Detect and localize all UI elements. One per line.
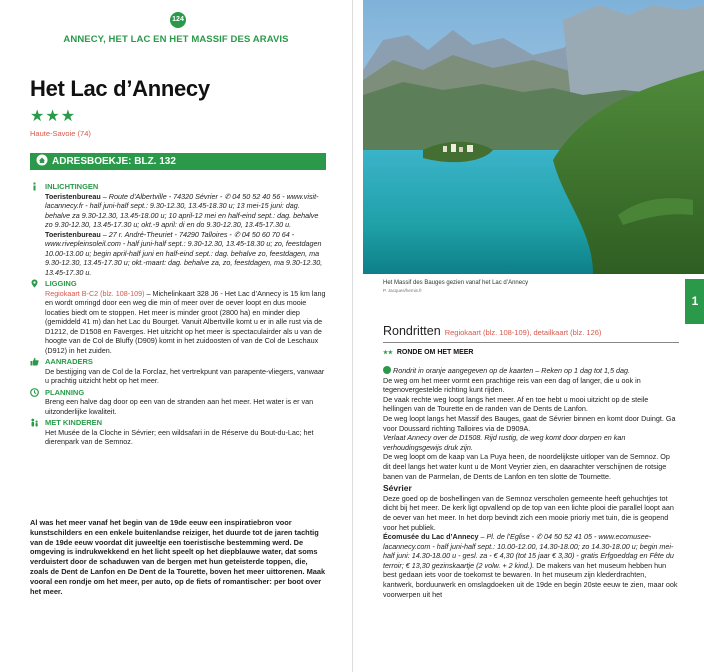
ecomusee-paragraph bbox=[383, 532, 679, 599]
lake-photo bbox=[363, 0, 704, 274]
tourist-office-1-text: – Route d’Albertville - 74320 Sévrier - ✆ 04 50 52 40 56 - www.visit-lacannecy.fr - half juni-half sept.: 9.30-12.30, 13.45-18.30 u; 13 mei-15 juni: dag. behalve za 9.30-12.30, 13.45-18.00 u; 10 april-12 mei en half-eind sept.: dag. behalve zo 9.30-12.30, 13.45-17.30 u; okt.-9 april: di en do 9.30-12.30, 13.45-17.30 u. bbox=[45, 191, 319, 229]
route-paragraph-1: De weg om het meer vormt een prachtige reis van een dag of langer, die u ook in tegenovergestelde richting kunt rijden. bbox=[383, 375, 641, 395]
section-ligging-head bbox=[30, 279, 326, 289]
section-planning-title: PLANNING bbox=[45, 387, 85, 397]
map-pin-icon bbox=[30, 279, 39, 288]
tourist-office-2-text: – 27 r. André-Theuriet - 74290 Talloires - ✆ 04 50 60 70 64 - www.rivepleinsoleil.com - half juni-half sept.: 9.30-12.30, 13.45-18.30 u; zo, feestdagen 10.00-13.00 u; begin april-half juni en half-eind sept.: dag. behalve zo, feestdagen, ma 9.30-12.30, 13.45-17.30 u; okt.-maart: dag. behalve za, zo, feestdagen, ma 9.30-12.30, 13.45-17.30 u. bbox=[45, 229, 323, 277]
route-paragraph-3: De weg loopt langs het Massif des Bauges, gaat de Sévrier binnen en komt door Duingt. Ga voor Doussard richting Talloires via de D909A. bbox=[383, 413, 676, 433]
family-icon bbox=[30, 418, 39, 427]
practical-info bbox=[30, 180, 326, 449]
route-paragraph-5: De weg loopt om de kaap van La Puya heen, de noordelijkste uitloper van de Semnoz. Op dit deel langs het water kunt u de Mont Veyrier zien, en daarachter verschijnen de rotsige banen van de Parmelan, de Dents de Lanfon en ten slotte de Tournette. bbox=[383, 452, 670, 481]
route-note-line bbox=[383, 366, 679, 376]
tourist-office-2-name: Toeristenbureau bbox=[45, 229, 101, 239]
rondritten-map-ref: Regiokaart (blz. 108-109), detailkaart (blz. 126) bbox=[444, 328, 602, 337]
route-paragraph-4-text: Verlaat Annecy over de D1508. Rijd rustig, de weg komt door dorpen en kan verhoudingsgewijs druk zijn. bbox=[383, 433, 626, 452]
ligging-text: – Michelinkaart 328 J6 - Het Lac d’Annecy is 15 km lang en wordt omringd door een weg die min of meer over de oever loopt en dus mooie locaties biedt om te stoppen. Het meer is minder groot (2800 ha) en minder diep (gemiddeld 41 m) dan het Lac du Bourget. Vanuit Albertville komt u er in alle rust via de D1212, de D1508 en Faverges. Het uitzicht op het meer is spectaculairder als u van de hoogte van de Col de Bluffy (D909) komt in het zuidoosten of van de Col de Leschaux (D912) in het zuiden. bbox=[45, 288, 326, 355]
thumbs-up-icon bbox=[30, 357, 39, 366]
route-icon bbox=[383, 366, 391, 374]
route-text bbox=[383, 366, 679, 599]
chapter-tab: 1 bbox=[685, 279, 704, 324]
right-page bbox=[352, 0, 704, 672]
intro-paragraph: Al was het meer vanaf het begin van de 19de eeuw een inspiratiebron voor kunstschilders en een enkele buitenlandse reiziger, het duurde tot de jaren tachtig van de 19de eeuw voordat dit juweeltje een toeristische bestemming werd. De omgeving is indrukwekkend en het licht speelt op het diepblauwe water, dat soms verduistert door de schaduwen van de bergen met hun geteisterde toppen, die, zoals de Dent de Lanfon en De Dent de la Tourette, boven het meer uittorenen. Maak vooral een rondje om het meer, per auto, op de fiets of romantischer: per boot over het meer. bbox=[30, 518, 326, 596]
section-planning-head bbox=[30, 388, 326, 398]
ecomusee-info: – Pl. de l’Eglise - ✆ 04 50 52 41 05 - www.ecomusee-lacannecy.com - half juni-half sept.: 10.00-12.00, 14.30-18.00; zo 14.30-18.00 u; begin mei-half juni: 14.30-18.00 u - gesl. za - € 4,30 (tot 15 jaar € 3,30) - gratis Erfgoeddag en Fête du terroir; € 13,30 gezinskaartje (2 volw. + 2 kind.). bbox=[383, 532, 674, 570]
ligging-map-ref: Regiokaart B-C2 (blz. 108-109) bbox=[45, 288, 145, 298]
section-aanraders-title: AANRADERS bbox=[45, 357, 93, 366]
info-icon bbox=[30, 182, 39, 191]
clock-icon bbox=[30, 388, 39, 397]
ecomusee-name: Écomusée du Lac d’Annecy bbox=[383, 532, 479, 542]
section-aanraders-head bbox=[30, 357, 326, 367]
page-title: Het Lac d’Annecy bbox=[30, 76, 210, 101]
route-title: RONDE OM HET MEER bbox=[396, 349, 474, 356]
tourist-office-1-name: Toeristenbureau bbox=[45, 191, 101, 201]
region-label: Haute-Savoie (74) bbox=[30, 129, 91, 138]
ecomusee-description: De makers van het museum hebben hun best gedaan iets voor de toekomst te bewaren. In het museum zijn klederdrachten, kantwerk, borduurwerk en omslagdoeken uit de 19de en begin 20ste eeuw te zien, maar ook voorwerpen uit het bbox=[383, 560, 678, 599]
section-ligging-body bbox=[30, 289, 326, 356]
adresboekje-bar bbox=[30, 153, 326, 170]
rondritten-heading bbox=[383, 322, 679, 340]
page-number-badge: 124 bbox=[170, 12, 186, 28]
star-rating: ★★★ bbox=[30, 108, 77, 125]
route-note: Rondrit in oranje aangegeven op de kaarten – Reken op 1 dag tot 1,5 dag. bbox=[393, 366, 630, 375]
photo-credit: P. Jacques/hemis.fr bbox=[383, 288, 422, 293]
section-inlichtingen-title: INLICHTINGEN bbox=[45, 182, 99, 191]
section-kinderen-body: Het Musée de la Cloche in Sévrier; een wildsafari in de Réserve du Bout-du-Lac; het dierenpark van de Semnoz. bbox=[45, 427, 314, 446]
route-paragraph-2: De vaak rechte weg loopt langs het meer. Af en toe hebt u mooi uitzicht op de steile hellingen van de Tourette en de randen van de Dents de Lanfon. bbox=[383, 394, 649, 414]
section-kinderen-head bbox=[30, 418, 326, 428]
photo-caption: Het Massif des Bauges gezien vanaf het Lac d’Annecy bbox=[383, 280, 529, 286]
house-icon bbox=[36, 154, 48, 166]
route-stars: ★★ bbox=[383, 350, 393, 356]
rondritten-title: Rondritten bbox=[383, 324, 441, 338]
sevrier-heading: Sévrier bbox=[383, 483, 412, 494]
route-heading bbox=[383, 349, 474, 356]
sevrier-paragraph: Deze goed op de boshellingen van de Semnoz verscholen gemeente heeft gehuchtjes tot dicht bij het meer. De kerk ligt opvallend op de top van een lichte plooi die parallel loopt aan de oever van het meer. In het dorp bevindt zich een mooie prioriy met tuin, die is geopend voor het publiek. bbox=[383, 493, 674, 532]
section-inlichtingen-body bbox=[30, 192, 326, 278]
section-aanraders-body: De bestijging van de Col de la Forclaz, het vertrekpunt van parapente-vliegers, vanwaar u prachtig uitzicht hebt op het meer. bbox=[45, 366, 325, 385]
section-inlichtingen-head bbox=[30, 182, 326, 192]
adresboekje-label: ADRESBOEKJE: BLZ. 132 bbox=[52, 156, 176, 167]
running-head: ANNECY, HET LAC EN HET MASSIF DES ARAVIS bbox=[63, 34, 289, 45]
section-ligging-title: LIGGING bbox=[45, 279, 77, 288]
heading-rule bbox=[383, 342, 679, 343]
section-planning-body: Breng een halve dag door op een van de stranden aan het meer. Het water is er van uitzonderlijke kwaliteit. bbox=[45, 397, 314, 416]
route-paragraph-4 bbox=[383, 433, 679, 452]
section-kinderen-title: MET KINDEREN bbox=[45, 418, 103, 427]
